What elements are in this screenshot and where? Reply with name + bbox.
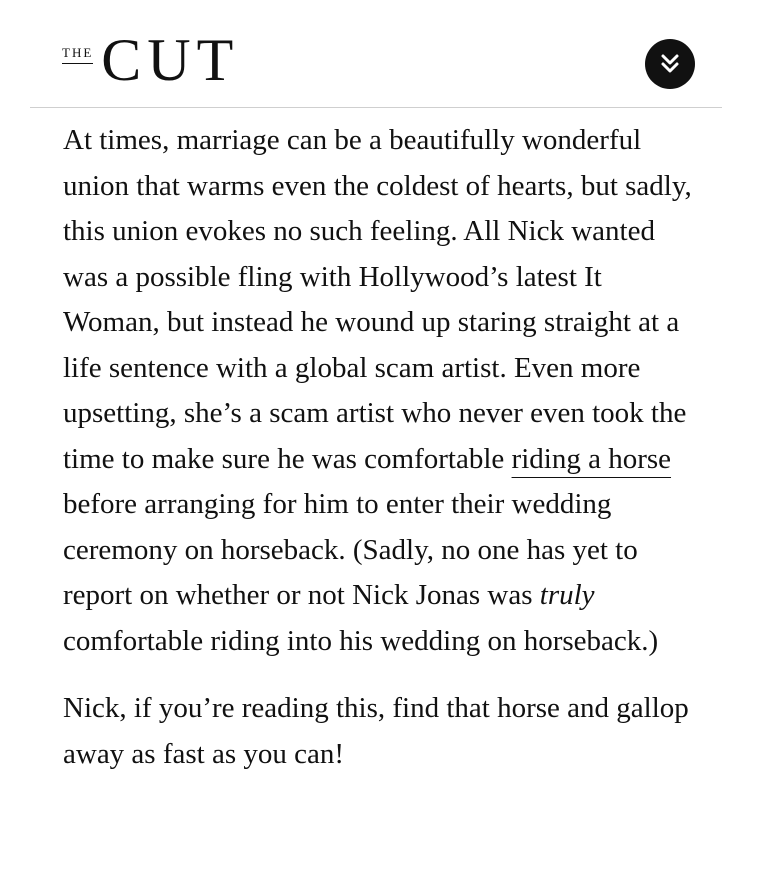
- logo-cut-text: CUT: [101, 27, 240, 93]
- menu-button[interactable]: [645, 39, 695, 89]
- paragraph-1-text-a: At times, marriage can be a beautifully wonderful union that warms even the coldest of hearts, but sadly, this union evokes no such feeling. All Nick wanted was a possible fling with Hollywood’s latest It Woman, but instead he wound up staring straight at a life sentence with a global scam artist. Even more upsetting, she’s a scam artist who never even took the time to make sure he was comfortable: [63, 124, 692, 475]
- header-divider: [30, 107, 722, 108]
- article-body: [63, 118, 703, 777]
- site-header: [0, 0, 761, 108]
- article-paragraph-1: [63, 118, 703, 664]
- paragraph-1-text-c: comfortable riding into his wedding on horseback.): [63, 624, 659, 657]
- double-chevron-down-icon: [659, 53, 681, 75]
- paragraph-1-text-b: before arranging for him to enter their wedding ceremony on horseback. (Sadly, no one has yet to report on whether or not Nick Jonas was: [63, 488, 638, 611]
- logo-the-text: THE: [62, 45, 93, 64]
- the-cut-logo[interactable]: [62, 27, 240, 93]
- article-paragraph-2: Nick, if you’re reading this, find that horse and gallop away as fast as you can!: [63, 692, 689, 770]
- emphasis-truly: truly: [539, 579, 595, 611]
- riding-a-horse-link[interactable]: riding a horse: [511, 442, 672, 475]
